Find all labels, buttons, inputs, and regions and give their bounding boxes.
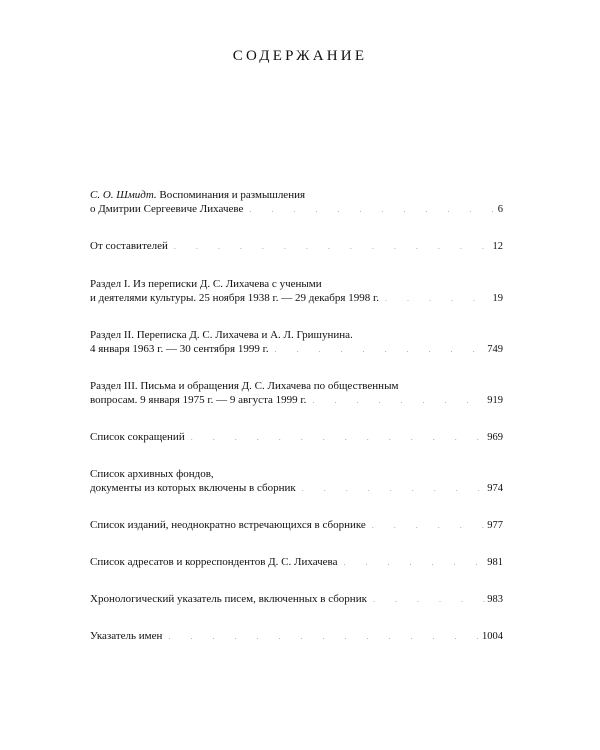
dot-leader bbox=[249, 203, 495, 217]
dot-leader bbox=[372, 519, 485, 533]
toc-entry-title: Раздел I. Из переписки Д. С. Лихачева с учеными bbox=[90, 278, 322, 290]
toc-entry-title: и деятелями культуры. 25 ноября 1938 г. — 29 декабря 1998 г. bbox=[90, 292, 379, 304]
toc-line bbox=[90, 379, 503, 393]
dot-leader bbox=[343, 556, 485, 570]
toc-line bbox=[90, 629, 503, 644]
toc-page-number: 969 bbox=[487, 432, 503, 443]
toc-entry-title: Воспоминания и размышления bbox=[159, 189, 306, 201]
toc-line bbox=[90, 467, 503, 481]
toc-page-number: 749 bbox=[487, 344, 503, 355]
toc-entry-section-3[interactable] bbox=[90, 379, 503, 408]
toc-page-number: 919 bbox=[487, 395, 503, 406]
toc-entry-title: документы из которых включены в сборник bbox=[90, 482, 296, 494]
toc-line bbox=[90, 393, 503, 408]
toc-page-number: 6 bbox=[497, 204, 503, 215]
dot-leader bbox=[312, 394, 485, 408]
toc-author: С. О. Шмидт. bbox=[90, 189, 157, 201]
dot-leader bbox=[302, 482, 486, 496]
toc-page-number: 12 bbox=[492, 241, 503, 252]
toc-line bbox=[90, 291, 503, 306]
toc-line bbox=[90, 202, 503, 217]
toc-entry-preface[interactable] bbox=[90, 239, 503, 254]
page-title: СОДЕРЖАНИЕ bbox=[232, 48, 368, 64]
toc-entry-shmidt[interactable] bbox=[90, 188, 503, 217]
toc-page-number: 19 bbox=[492, 293, 503, 304]
dot-leader bbox=[275, 343, 486, 357]
toc-entry-title: Список адресатов и корреспондентов Д. С. Лихачева bbox=[90, 556, 338, 568]
toc-entry-section-1[interactable] bbox=[90, 277, 503, 306]
toc-entry-name-index[interactable] bbox=[90, 629, 503, 644]
dot-leader bbox=[168, 630, 480, 644]
toc-entry-title: Список сокращений bbox=[90, 431, 185, 443]
toc-page-number: 977 bbox=[487, 520, 503, 531]
dot-leader bbox=[385, 292, 491, 306]
toc-page-number: 983 bbox=[487, 594, 503, 605]
dot-leader bbox=[373, 593, 485, 607]
table-of-contents bbox=[90, 188, 503, 666]
dot-leader bbox=[191, 431, 486, 445]
toc-line bbox=[90, 188, 503, 202]
toc-entry-title: о Дмитрии Сергеевиче Лихачеве bbox=[90, 203, 244, 215]
toc-entry-title: Указатель имен bbox=[90, 630, 163, 642]
toc-entry-title: Раздел II. Переписка Д. С. Лихачева и А. Л. Гришунина. bbox=[90, 329, 353, 341]
toc-entry-title: Хронологический указатель писем, включенных в сборник bbox=[90, 593, 367, 605]
toc-line bbox=[90, 239, 503, 254]
toc-line bbox=[90, 430, 503, 445]
toc-entry-title: Список изданий, неоднократно встречающихся в сборнике bbox=[90, 519, 366, 531]
toc-entry-section-2[interactable] bbox=[90, 328, 503, 357]
toc-entry-archive-funds[interactable] bbox=[90, 467, 503, 496]
toc-line bbox=[90, 555, 503, 570]
toc-entry-title: Раздел III. Письма и обращения Д. С. Лихачева по общественным bbox=[90, 380, 399, 392]
toc-page-number: 981 bbox=[487, 557, 503, 568]
toc-entry-title: От составителей bbox=[90, 240, 168, 252]
toc-entry-title: Список архивных фондов, bbox=[90, 468, 214, 480]
toc-entry-title: 4 января 1963 г. — 30 сентября 1999 г. bbox=[90, 343, 269, 355]
toc-page-number: 1004 bbox=[482, 631, 503, 642]
toc-line bbox=[90, 518, 503, 533]
toc-line bbox=[90, 277, 503, 291]
toc-line bbox=[90, 342, 503, 357]
toc-entry-addressees[interactable] bbox=[90, 555, 503, 570]
toc-entry-chronological-index[interactable] bbox=[90, 592, 503, 607]
toc-line bbox=[90, 481, 503, 496]
toc-entry-title: вопросам. 9 января 1975 г. — 9 августа 1999 г. bbox=[90, 394, 307, 406]
toc-entry-editions[interactable] bbox=[90, 518, 503, 533]
toc-page-number: 974 bbox=[487, 483, 503, 494]
dot-leader bbox=[174, 240, 491, 254]
toc-line bbox=[90, 328, 503, 342]
toc-line bbox=[90, 592, 503, 607]
toc-entry-abbreviations[interactable] bbox=[90, 430, 503, 445]
